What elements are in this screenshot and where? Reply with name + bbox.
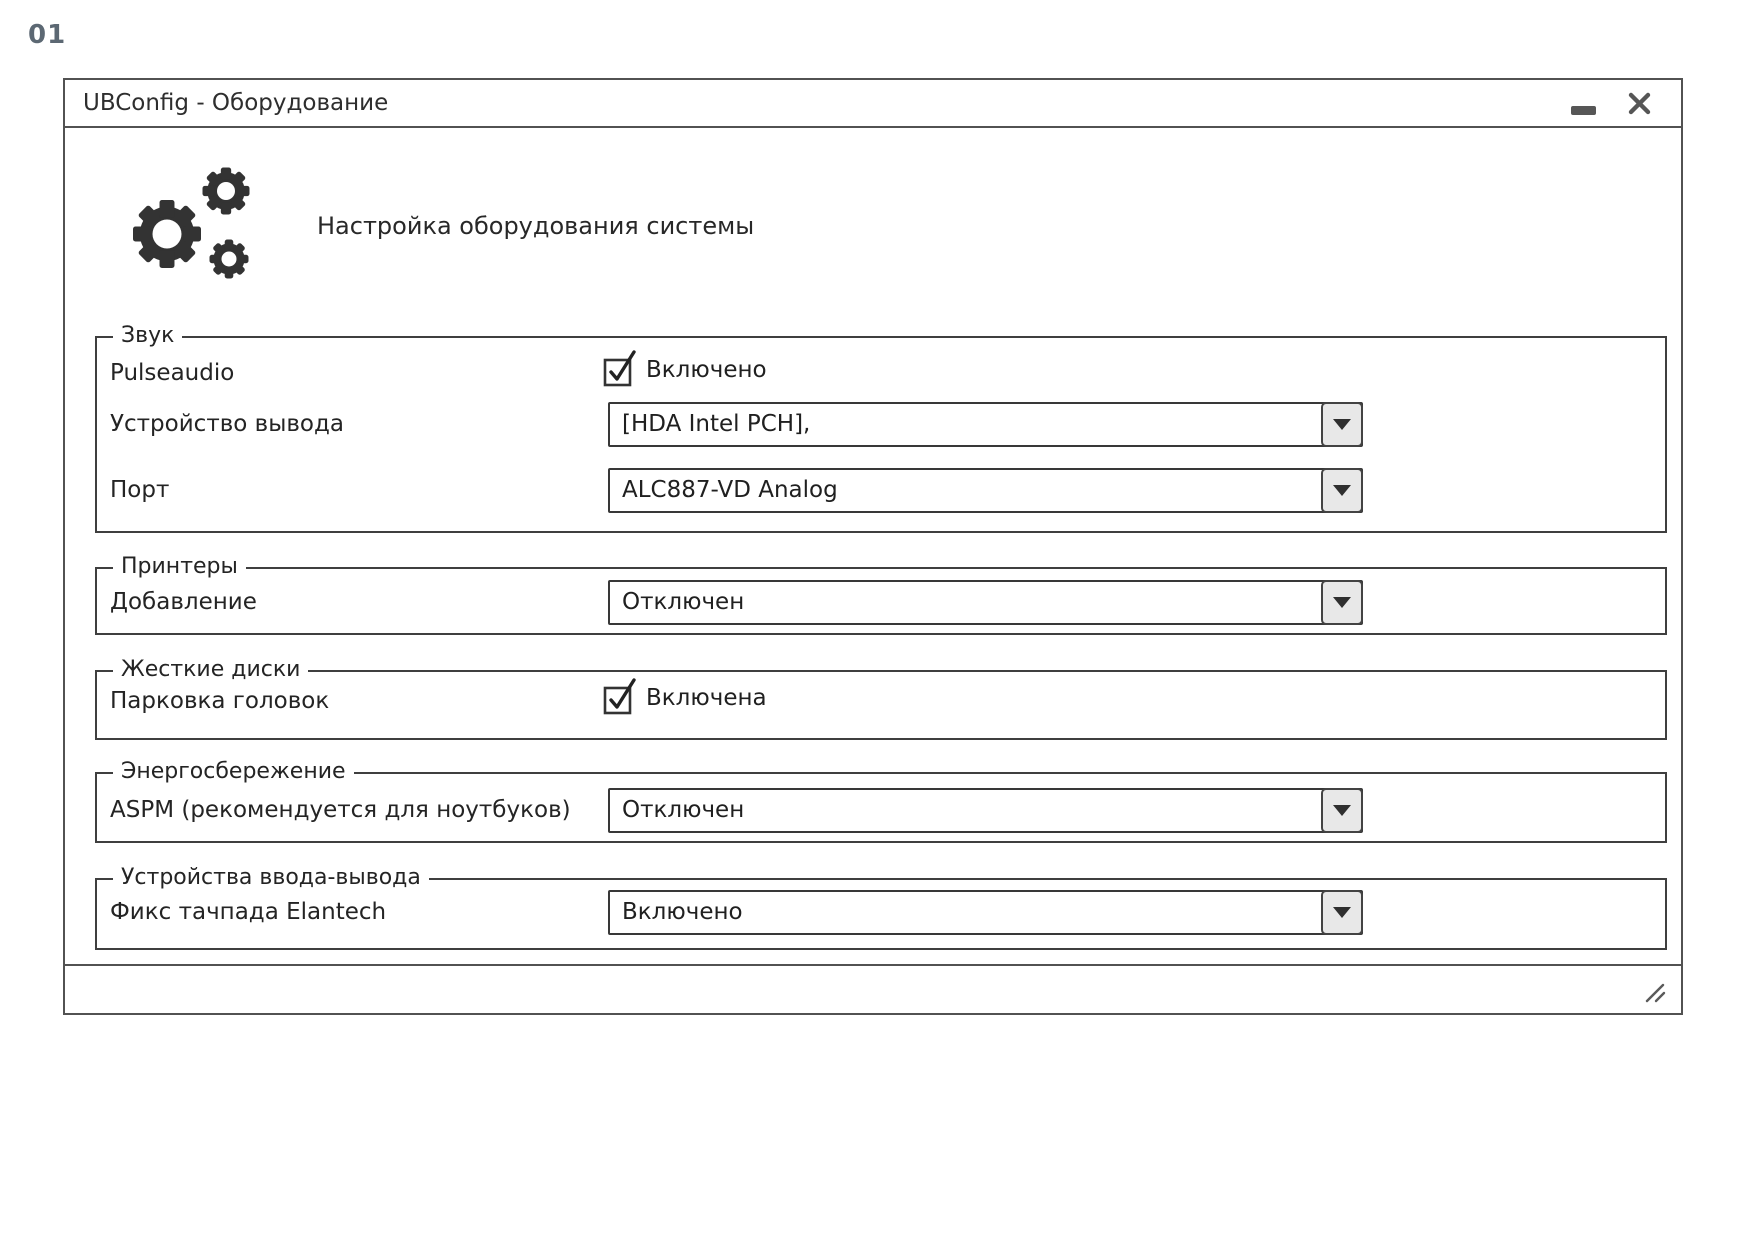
dropdown-arrow-button[interactable]: [1321, 580, 1363, 625]
group-printers: [95, 554, 1667, 635]
port-dropdown[interactable]: [608, 468, 1363, 513]
dropdown-value: Отключен: [622, 589, 745, 615]
window-title: UBConfig - Оборудование: [83, 90, 389, 116]
close-icon: [1626, 90, 1653, 117]
chevron-down-icon: [1332, 804, 1352, 817]
head-parking-checkbox[interactable]: [602, 676, 767, 714]
head-parking-label: Парковка головок: [110, 688, 330, 714]
aspm-label: ASPM (рекомендуется для ноутбуков): [110, 797, 571, 823]
chevron-down-icon: [1332, 596, 1352, 609]
group-printers-legend: Принтеры: [113, 554, 246, 579]
window-content: [65, 130, 1681, 964]
group-hard-disks: [95, 657, 1667, 740]
printer-add-dropdown[interactable]: [608, 580, 1363, 625]
elantech-touchpad-label: Фикс тачпада Elantech: [110, 899, 387, 925]
dropdown-arrow-button[interactable]: [1321, 788, 1363, 833]
ubconfig-window: [63, 78, 1683, 1015]
dropdown-arrow-button[interactable]: [1321, 890, 1363, 935]
minimize-button[interactable]: [1571, 99, 1596, 108]
slide-number-label: 01: [28, 20, 67, 50]
gears-icon: [120, 146, 265, 286]
group-sound-legend: Звук: [113, 323, 182, 348]
resize-grip-icon[interactable]: [1643, 982, 1667, 1004]
status-bar: [65, 964, 1681, 1013]
group-sound: [95, 323, 1667, 533]
dropdown-arrow-button[interactable]: [1321, 402, 1363, 447]
checkbox-label: Включена: [646, 685, 767, 711]
dialog-heading: Настройка оборудования системы: [317, 212, 755, 240]
pulseaudio-label: Pulseaudio: [110, 360, 235, 386]
group-io-devices-legend: Устройства ввода-вывода: [113, 865, 429, 890]
dropdown-arrow-button[interactable]: [1321, 468, 1363, 513]
minimize-icon: [1571, 106, 1596, 115]
output-device-label: Устройство вывода: [110, 411, 344, 437]
window-titlebar[interactable]: [65, 80, 1681, 128]
close-button[interactable]: [1626, 90, 1653, 117]
chevron-down-icon: [1332, 906, 1352, 919]
checkbox-checked-icon: [602, 348, 638, 386]
chevron-down-icon: [1332, 418, 1352, 431]
window-controls: [1571, 90, 1663, 117]
pulseaudio-checkbox[interactable]: [602, 348, 767, 386]
dropdown-value: Включено: [622, 899, 743, 925]
chevron-down-icon: [1332, 484, 1352, 497]
dropdown-value: Отключен: [622, 797, 745, 823]
group-power-saving: [95, 759, 1667, 843]
group-power-saving-legend: Энергосбережение: [113, 759, 354, 784]
dropdown-value: [HDA Intel PCH],: [622, 411, 811, 437]
aspm-dropdown[interactable]: [608, 788, 1363, 833]
port-label: Порт: [110, 477, 170, 503]
checkbox-checked-icon: [602, 676, 638, 714]
group-hard-disks-legend: Жесткие диски: [113, 657, 308, 682]
printer-add-label: Добавление: [110, 589, 257, 615]
output-device-dropdown[interactable]: [608, 402, 1363, 447]
group-io-devices: [95, 865, 1667, 950]
elantech-touchpad-dropdown[interactable]: [608, 890, 1363, 935]
dropdown-value: ALC887-VD Analog: [622, 477, 838, 503]
checkbox-label: Включено: [646, 357, 767, 383]
